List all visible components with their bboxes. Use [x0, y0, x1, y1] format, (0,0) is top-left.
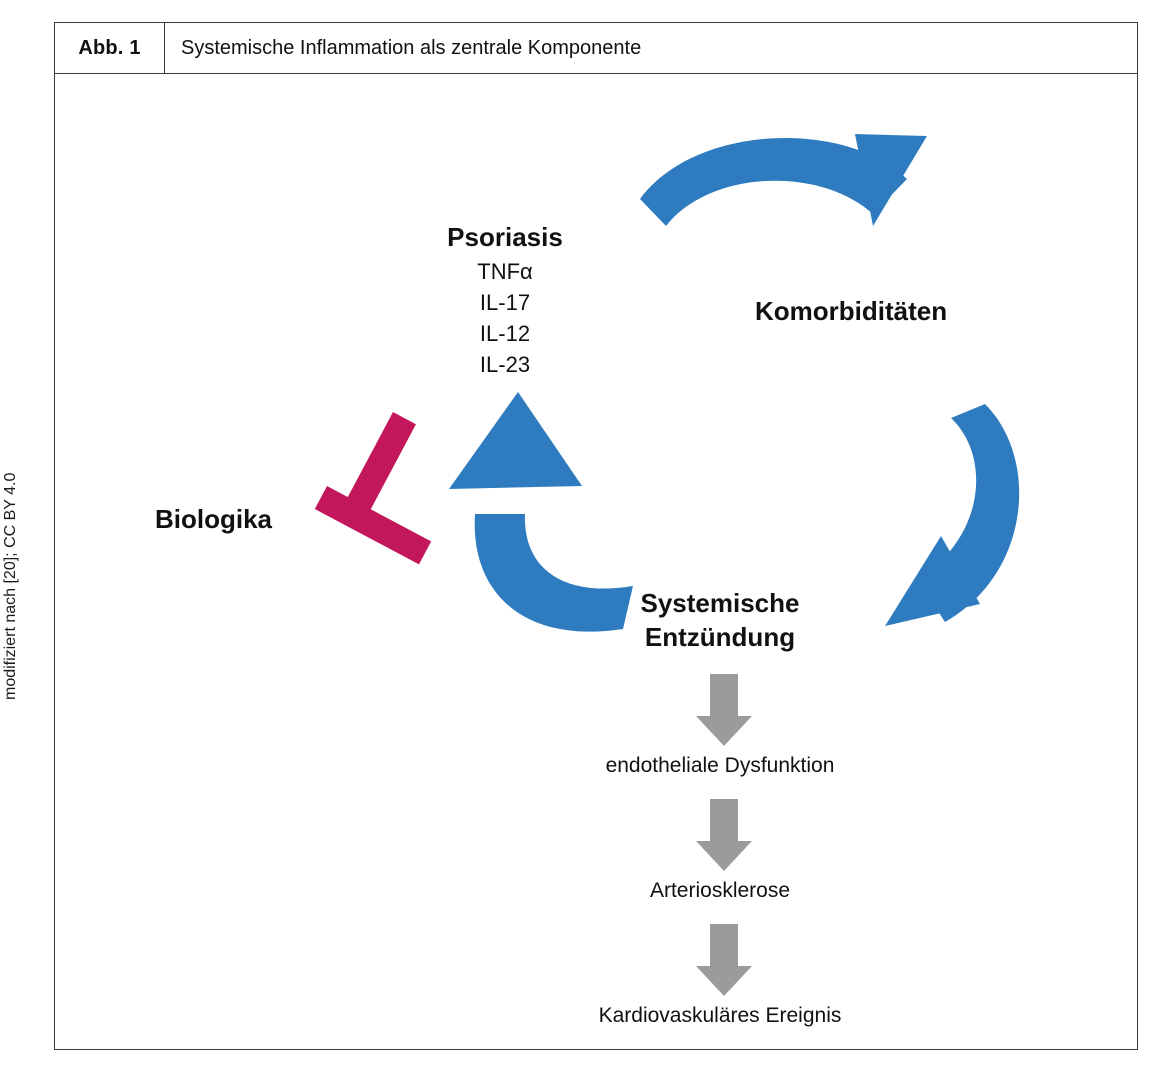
figure-frame [54, 22, 1138, 1050]
arrow-chain-grey-2 [696, 799, 752, 871]
node-label-line-1: Systemische [640, 588, 800, 618]
node-label-komorbiditaeten: Komorbiditäten [755, 296, 948, 326]
node-label-systemische-entzuendung [575, 586, 865, 654]
diagram-canvas [55, 74, 1137, 1049]
node-label-arteriosklerose: Arteriosklerose [649, 879, 791, 902]
cytokine-item: IL-17 [479, 290, 531, 315]
node-label-kardiovaskulaeres-ereignis: Kardiovaskuläres Ereignis [598, 1004, 842, 1027]
node-label-psoriasis: Psoriasis [447, 222, 563, 252]
arrow-chain-grey-1 [696, 674, 752, 746]
arrow-komorbiditaeten-to-systemische-entzuendung [885, 404, 1019, 626]
cytokine-item: IL-12 [479, 321, 531, 346]
figure-number: Abb. 1 [55, 23, 165, 73]
figure-title: Systemische Inflammation als zentrale Komponente [181, 36, 642, 59]
cytokine-list [405, 256, 605, 380]
figure-credit: modifiziert nach [20]; CC BY 4.0 [2, 472, 19, 700]
figure-caption-bar [55, 23, 1137, 74]
node-label-line-2: Entzündung [644, 622, 796, 652]
cytokine-item: TNFα [477, 259, 533, 284]
inhibition-bar-biologika [315, 412, 431, 564]
arrow-psoriasis-to-komorbiditaeten [640, 134, 927, 226]
cytokine-item: IL-23 [479, 352, 531, 377]
node-label-endotheliale-dysfunktion: endotheliale Dysfunktion [605, 754, 835, 777]
node-label-biologika: Biologika [155, 504, 273, 534]
arrow-chain-grey-3 [696, 924, 752, 996]
